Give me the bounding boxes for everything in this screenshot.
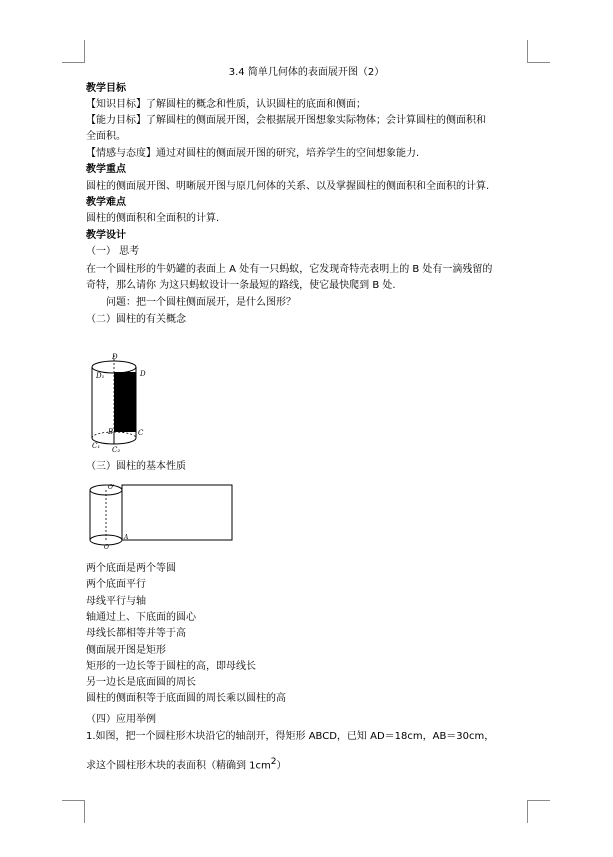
part1-heading: （一） 思考 (86, 246, 140, 257)
label-b: B (108, 428, 114, 436)
label-d1: D₁ (96, 372, 105, 380)
design-heading: 教学设计 (86, 230, 126, 241)
cylinder-unrolled-figure (84, 480, 234, 552)
label-d-top: D (112, 353, 118, 361)
cylinder-section-figure (80, 350, 160, 455)
property-item: 侧面展开图是矩形 (86, 645, 166, 656)
page-title: 3.4 简单几何体的表面展开图（2） (228, 67, 385, 78)
difficulty-text: 圆柱的侧面积和全面积的计算. (86, 213, 220, 224)
crop-mark-bottom-right (527, 800, 550, 823)
property-item: 另一边长是底面圆的周长 (86, 677, 196, 688)
difficulty-heading: 教学难点 (86, 197, 126, 208)
crop-mark-top-left (62, 40, 85, 63)
example-line2-suffix: ） (276, 760, 287, 772)
label-d-right: D (140, 370, 146, 378)
goals-heading: 教学目标 (86, 83, 126, 94)
crop-mark-top-right (527, 40, 550, 63)
crop-mark-bottom-left (62, 800, 85, 823)
example-line2-prefix: 求这个圆柱形木块的表面积（精确到 1cm (86, 760, 271, 772)
property-item: 圆柱的侧面积等于底面圆的周长乘以圆柱的高 (86, 693, 286, 704)
part1-text-line2: 奇特，那么请你 为这只蚂蚁设计一条最短的路线，使它最快爬到 B 处. (86, 280, 396, 291)
goal-ability-line1: 【能力目标】了解圆柱的侧面展开图，会根据展开图想象实际物体；会计算圆柱的侧面积和 (86, 115, 486, 126)
label-c2: C₂ (112, 446, 121, 454)
key-heading: 教学重点 (86, 164, 126, 175)
part4-heading: （四）应用举例 (86, 714, 156, 725)
property-item: 两个底面是两个等圆 (86, 563, 176, 574)
part1-text-line1: 在一个圆柱形的牛奶罐的表面上 A 处有一只蚂蚁，它发现奇特壳表明上的 B 处有一滴残留的 (86, 264, 493, 275)
property-item: 轴通过上、下底面的圆心 (86, 612, 196, 623)
goal-knowledge: 【知识目标】了解圆柱的概念和性质，认识圆柱的底面和侧面； (86, 99, 366, 110)
property-item: 母线长都相等并等于高 (86, 628, 186, 639)
label-o-prime: O' (108, 484, 115, 491)
part3-heading: （三）圆柱的基本性质 (86, 461, 186, 472)
key-text: 圆柱的侧面展开图、明晰展开图与原几何体的关系、以及掌握圆柱的侧面积和全面积的计算. (86, 181, 490, 192)
part2-heading: （二）圆柱的有关概念 (86, 314, 186, 325)
property-item: 矩形的一边长等于圆柱的高，即母线长 (86, 661, 256, 672)
goal-emotion: 【情感与态度】通过对圆柱的侧面展开图的研究，培养学生的空间想象能力. (86, 148, 420, 159)
property-item: 母线平行与轴 (86, 596, 146, 607)
goal-ability-line2: 全面积。 (86, 131, 126, 142)
part1-question: 问题：把一个圆柱侧面展开，是什么图形？ (106, 297, 296, 308)
label-o: O (104, 544, 109, 551)
example-line2-sup: 2 (270, 757, 277, 767)
example-line1: 1.如图，把一个圆柱形木块沿它的轴剖开，得矩形 ABCD，已知 AD＝18cm，AB＝30cm， (86, 731, 495, 742)
label-c: C (138, 429, 144, 437)
label-a: A (124, 534, 129, 541)
example-line2 (86, 756, 287, 772)
property-item: 两个底面平行 (86, 579, 146, 590)
label-c1: C₁ (92, 442, 101, 450)
